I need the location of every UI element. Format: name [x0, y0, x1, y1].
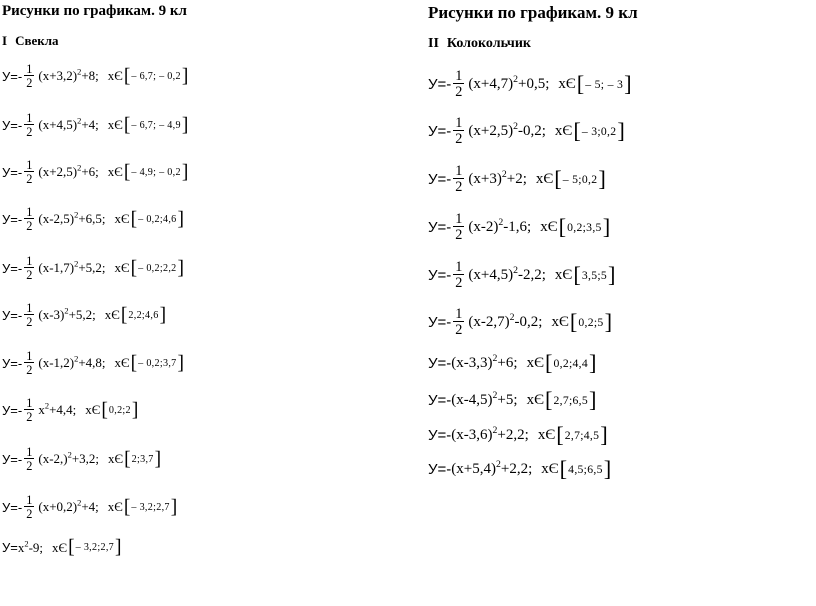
function-prefix: У=- — [428, 75, 452, 93]
interval-values: 3,5;5 — [581, 268, 608, 282]
domain-interval — [560, 458, 612, 481]
fraction-numerator: 1 — [26, 349, 33, 363]
domain-interval — [131, 354, 184, 374]
exponent: 2 — [498, 216, 504, 228]
domain-interval — [101, 401, 138, 421]
expression — [38, 402, 76, 418]
function-prefix: У=- — [428, 391, 452, 409]
exponent: 2 — [509, 311, 515, 323]
right-page-title: Рисунки по графикам. 9 кл — [428, 3, 638, 22]
fraction-numerator: 1 — [26, 254, 33, 268]
equation-line — [428, 389, 597, 412]
domain-label: хЄ — [526, 354, 544, 371]
expression-base: (x+3) — [468, 170, 502, 187]
fraction-numerator: 1 — [455, 68, 463, 84]
equation-line — [2, 350, 184, 377]
exponent: 2 — [513, 120, 518, 132]
exponent: 2 — [496, 458, 501, 470]
bracket-close: ] — [598, 166, 606, 191]
domain-interval — [554, 168, 606, 191]
domain-label: хЄ — [558, 75, 576, 92]
domain-interval — [124, 116, 188, 136]
domain-interval — [559, 216, 611, 239]
equation-line — [2, 112, 188, 139]
bracket-close: ] — [170, 496, 178, 518]
interval-values: 0,2;3,5 — [567, 220, 602, 234]
expression-base: (x-2,5) — [38, 211, 75, 227]
interval-values: – 0,2;3,7 — [138, 357, 177, 369]
domain-interval — [573, 264, 615, 287]
domain-label: хЄ — [114, 260, 130, 276]
domain-interval — [124, 498, 177, 518]
left-section-heading — [2, 33, 59, 49]
function-prefix: У= — [2, 540, 18, 556]
fraction-numerator: 1 — [26, 493, 33, 507]
domain-label: хЄ — [541, 460, 559, 477]
equation-line — [2, 63, 188, 90]
bracket-open: [ — [124, 448, 131, 470]
bracket-close: ] — [608, 262, 616, 287]
expression — [451, 389, 518, 409]
equation-line — [428, 212, 610, 243]
domain-interval — [573, 120, 625, 143]
bracket-open: [ — [123, 114, 131, 136]
expression — [38, 451, 99, 467]
fraction-numerator: 1 — [26, 62, 33, 76]
function-prefix: У=- — [2, 402, 23, 418]
exponent: 2 — [64, 306, 69, 317]
fraction-denominator: 2 — [26, 125, 33, 140]
bracket-open: [ — [123, 65, 131, 87]
exponent: 2 — [492, 424, 498, 436]
bracket-open: [ — [576, 71, 585, 96]
interval-values: – 3,2;2,7 — [131, 501, 170, 513]
fraction-numerator: 1 — [26, 445, 33, 459]
function-prefix: У=- — [2, 117, 23, 133]
function-prefix: У=- — [428, 460, 452, 478]
bracket-close: ] — [617, 118, 625, 143]
bracket-open: [ — [569, 309, 578, 334]
function-prefix: У=- — [428, 218, 452, 236]
interval-values: – 6,7; – 4,9 — [131, 119, 181, 131]
domain-label: хЄ — [108, 451, 124, 467]
fraction-denominator: 2 — [455, 84, 463, 101]
fraction-denominator: 2 — [26, 315, 33, 330]
bracket-open: [ — [554, 166, 562, 191]
bracket-open: [ — [558, 214, 567, 239]
fraction-denominator: 2 — [455, 131, 463, 148]
bracket-close: ] — [159, 304, 167, 326]
interval-values: – 5;0,2 — [562, 172, 598, 186]
domain-label: хЄ — [114, 211, 130, 227]
expression — [451, 424, 529, 444]
expression-rest: -0,2; — [518, 122, 546, 139]
fraction — [24, 302, 34, 329]
equation-line — [428, 352, 597, 375]
equation-line — [428, 307, 612, 338]
exponent: 2 — [77, 116, 82, 127]
fraction — [24, 446, 34, 473]
fraction-denominator: 2 — [26, 410, 33, 425]
expression-base: (x-1,7) — [38, 260, 75, 276]
expression-base: (x+2,5) — [468, 122, 514, 139]
expression-base: (x-4,5) — [451, 391, 493, 408]
exponent: 2 — [74, 259, 79, 270]
function-prefix: У=- — [428, 266, 452, 284]
exponent: 2 — [74, 210, 79, 221]
interval-values: 2,7;6,5 — [553, 393, 589, 407]
interval-values: 2,2;4,6 — [128, 309, 159, 321]
fraction-denominator: 2 — [26, 459, 33, 474]
bracket-close: ] — [603, 456, 612, 481]
left-page-title: Рисунки по графикам. 9 кл — [2, 3, 187, 19]
expression — [38, 164, 98, 180]
fraction — [24, 112, 34, 139]
bracket-close: ] — [181, 161, 189, 183]
bracket-close: ] — [177, 208, 185, 230]
fraction — [453, 69, 464, 100]
expression-rest: +6,5; — [78, 211, 106, 227]
fraction-denominator: 2 — [26, 363, 33, 378]
domain-interval — [124, 67, 188, 87]
expression-base: (x-3,6) — [451, 426, 493, 443]
function-prefix: У=- — [2, 164, 23, 180]
bracket-close: ] — [177, 257, 185, 279]
expression-rest: +4; — [81, 499, 99, 515]
expression-base: (x+0,2) — [38, 499, 78, 515]
domain-label: хЄ — [554, 266, 573, 283]
bracket-close: ] — [154, 448, 162, 470]
domain-label: хЄ — [537, 426, 556, 443]
fraction — [453, 212, 464, 243]
exponent: 2 — [492, 389, 498, 401]
function-prefix: У=- — [2, 260, 23, 276]
equation-line — [2, 302, 166, 329]
expression-base: (x+5,4) — [451, 460, 496, 477]
fraction-denominator: 2 — [455, 322, 463, 339]
expression-base: (x-2) — [468, 218, 499, 235]
fraction — [24, 159, 34, 186]
domain-interval — [545, 389, 597, 412]
expression-rest: +2,2; — [500, 460, 533, 477]
equation-line — [428, 458, 611, 481]
fraction-numerator: 1 — [26, 158, 33, 172]
fraction — [453, 307, 464, 338]
fraction-numerator: 1 — [26, 301, 33, 315]
equation-line — [2, 255, 184, 282]
fraction — [24, 206, 34, 233]
equation-line — [428, 424, 608, 447]
expression-rest: +2,2; — [497, 426, 529, 443]
interval-values: – 6,7; – 0,2 — [131, 70, 181, 82]
equation-line — [428, 116, 625, 147]
interval-values: – 5; – 3 — [585, 77, 624, 91]
bracket-open: [ — [559, 456, 568, 481]
bracket-close: ] — [181, 65, 189, 87]
exponent: 2 — [77, 67, 82, 78]
expression-rest: +6; — [81, 164, 99, 180]
domain-interval — [131, 210, 184, 230]
fraction-denominator: 2 — [26, 172, 33, 187]
fraction-denominator: 2 — [26, 76, 33, 91]
fraction-numerator: 1 — [26, 396, 33, 410]
bracket-close: ] — [115, 537, 122, 558]
function-prefix: У=- — [428, 426, 452, 444]
equation-line — [2, 446, 161, 473]
expression-rest: -2,2; — [518, 266, 546, 283]
expression-rest: +6; — [497, 354, 518, 371]
fraction-denominator: 2 — [26, 268, 33, 283]
domain-label: хЄ — [52, 539, 68, 555]
interval-values: – 0,2;2,2 — [138, 262, 177, 274]
expression-rest: +4,4; — [49, 402, 77, 418]
domain-interval — [124, 450, 161, 470]
equation-line — [428, 260, 616, 291]
fraction-denominator: 2 — [455, 179, 463, 196]
domain-label: хЄ — [114, 355, 130, 371]
fraction-numerator: 1 — [455, 163, 463, 179]
function-prefix: У=- — [428, 170, 452, 188]
interval-values: 2;3,7 — [131, 453, 154, 465]
expression — [451, 352, 518, 372]
expression-rest: -9; — [28, 539, 44, 555]
bracket-close: ] — [624, 71, 632, 96]
expression-rest: +0,5; — [518, 75, 550, 92]
expression-base: (x-3) — [38, 307, 65, 323]
domain-interval — [131, 259, 184, 279]
domain-label: хЄ — [551, 313, 569, 330]
bracket-open: [ — [573, 262, 581, 287]
fraction — [453, 116, 464, 147]
expression-base: (x-2,) — [38, 451, 68, 467]
expression — [38, 355, 105, 371]
expression-base: (x+2,5) — [38, 164, 78, 180]
expression-base: (x+4,5) — [38, 117, 78, 133]
expression-rest: +5,2; — [78, 260, 106, 276]
bracket-close: ] — [589, 350, 597, 375]
expression-rest: +5; — [497, 391, 518, 408]
domain-label: хЄ — [107, 117, 123, 133]
equation-line — [428, 164, 606, 195]
fraction — [24, 397, 34, 424]
domain-label: хЄ — [107, 68, 123, 84]
right-section-name: Колокольчик — [446, 36, 531, 51]
fraction — [24, 255, 34, 282]
expression — [468, 264, 546, 284]
exponent: 2 — [44, 401, 50, 412]
fraction-denominator: 2 — [26, 507, 33, 522]
interval-values: 0,2;4,4 — [553, 356, 589, 370]
bracket-open: [ — [544, 387, 553, 412]
expression — [468, 120, 546, 140]
fraction-denominator: 2 — [455, 227, 463, 244]
equation-line — [2, 159, 188, 186]
domain-label: хЄ — [107, 499, 123, 515]
function-prefix: У=- — [2, 211, 23, 227]
bracket-open: [ — [123, 161, 131, 183]
function-prefix: У=- — [2, 68, 23, 84]
bracket-open: [ — [123, 496, 131, 518]
expression — [468, 216, 532, 236]
expression — [18, 540, 43, 556]
fraction-denominator: 2 — [26, 219, 33, 234]
fraction-denominator: 2 — [455, 275, 463, 292]
fraction — [24, 350, 34, 377]
expression — [451, 458, 533, 478]
exponent: 2 — [67, 450, 72, 461]
bracket-open: [ — [68, 537, 75, 558]
expression-rest: +2; — [506, 170, 527, 187]
interval-values: 0,2;2 — [108, 404, 131, 416]
fraction-numerator: 1 — [455, 306, 463, 322]
left-section-number: I — [2, 33, 8, 48]
interval-values: – 0,2;4,6 — [138, 213, 177, 225]
expression-base: x — [38, 402, 45, 418]
left-section-name: Свекла — [15, 33, 59, 48]
domain-interval — [556, 424, 608, 447]
right-section-number: II — [428, 36, 439, 51]
bracket-open: [ — [130, 208, 138, 230]
interval-values: – 3,2;2,7 — [75, 542, 115, 554]
bracket-open: [ — [573, 118, 581, 143]
expression — [38, 117, 98, 133]
exponent: 2 — [74, 354, 79, 365]
function-prefix: У=- — [428, 354, 452, 372]
domain-interval — [570, 311, 612, 334]
interval-values: – 3;0,2 — [581, 124, 617, 138]
domain-label: хЄ — [85, 402, 101, 418]
expression-rest: +8; — [81, 68, 99, 84]
expression — [38, 260, 105, 276]
expression — [468, 311, 543, 331]
fraction — [24, 494, 34, 521]
equation-line — [2, 538, 122, 558]
expression-base: (x-2,7) — [468, 313, 510, 330]
fraction — [24, 63, 34, 90]
exponent: 2 — [77, 163, 82, 174]
expression — [38, 211, 105, 227]
expression-rest: +4; — [81, 117, 99, 133]
fraction-numerator: 1 — [26, 111, 33, 125]
expression-base: (x+4,7) — [468, 75, 514, 92]
bracket-open: [ — [130, 352, 138, 374]
bracket-close: ] — [589, 387, 597, 412]
equation-line — [2, 206, 184, 233]
exponent: 2 — [513, 73, 518, 85]
exponent: 2 — [24, 538, 29, 549]
function-prefix: У=- — [2, 499, 23, 515]
equation-line — [2, 494, 177, 521]
bracket-close: ] — [181, 114, 189, 136]
expression-rest: +5,2; — [68, 307, 96, 323]
expression-base: (x-1,2) — [38, 355, 75, 371]
domain-interval — [121, 306, 166, 326]
domain-label: хЄ — [535, 170, 554, 187]
interval-values: 0,2;5 — [578, 315, 604, 329]
expression-rest: +3,2; — [71, 451, 100, 467]
bracket-open: [ — [544, 350, 553, 375]
bracket-close: ] — [600, 422, 608, 447]
interval-values: 4,5;6,5 — [568, 462, 603, 476]
exponent: 2 — [513, 264, 518, 276]
bracket-open: [ — [101, 399, 108, 421]
exponent: 2 — [501, 168, 507, 180]
bracket-open: [ — [120, 304, 128, 326]
exponent: 2 — [77, 498, 82, 509]
function-prefix: У=- — [2, 355, 23, 371]
bracket-close: ] — [177, 352, 185, 374]
domain-interval — [124, 163, 188, 183]
fraction-numerator: 1 — [455, 211, 463, 227]
expression — [38, 68, 98, 84]
function-prefix: У=- — [428, 313, 452, 331]
expression — [468, 73, 550, 93]
function-prefix: У=- — [2, 307, 23, 323]
fraction-numerator: 1 — [26, 205, 33, 219]
bracket-close: ] — [602, 214, 611, 239]
exponent: 2 — [492, 352, 498, 364]
domain-label: хЄ — [107, 164, 123, 180]
fraction-numerator: 1 — [455, 115, 463, 131]
right-section-heading — [428, 36, 531, 52]
expression-base: x — [17, 539, 25, 555]
expression-base: (x-3,3) — [451, 354, 493, 371]
bracket-open: [ — [130, 257, 138, 279]
domain-interval — [68, 538, 121, 558]
expression — [468, 168, 527, 188]
expression-rest: -1,6; — [503, 218, 532, 235]
interval-values: 2,7;4,5 — [564, 428, 600, 442]
expression — [38, 307, 95, 323]
expression — [38, 499, 98, 515]
domain-label: хЄ — [540, 218, 558, 235]
bracket-open: [ — [556, 422, 564, 447]
bracket-close: ] — [131, 399, 139, 421]
expression-rest: -0,2; — [514, 313, 543, 330]
domain-label: хЄ — [554, 122, 573, 139]
domain-label: хЄ — [104, 307, 120, 323]
equation-line — [428, 69, 632, 100]
expression-base: (x+4,5) — [468, 266, 514, 283]
domain-interval — [577, 73, 632, 96]
interval-values: – 4,9; – 0,2 — [131, 166, 181, 178]
function-prefix: У=- — [428, 122, 452, 140]
fraction — [453, 260, 464, 291]
domain-interval — [545, 352, 597, 375]
equation-line — [2, 397, 138, 424]
bracket-close: ] — [604, 309, 613, 334]
fraction — [453, 164, 464, 195]
expression-rest: +4,8; — [78, 355, 106, 371]
fraction-numerator: 1 — [455, 259, 463, 275]
expression-base: (x+3,2) — [38, 68, 78, 84]
function-prefix: У=- — [2, 451, 23, 467]
domain-label: хЄ — [526, 391, 544, 408]
